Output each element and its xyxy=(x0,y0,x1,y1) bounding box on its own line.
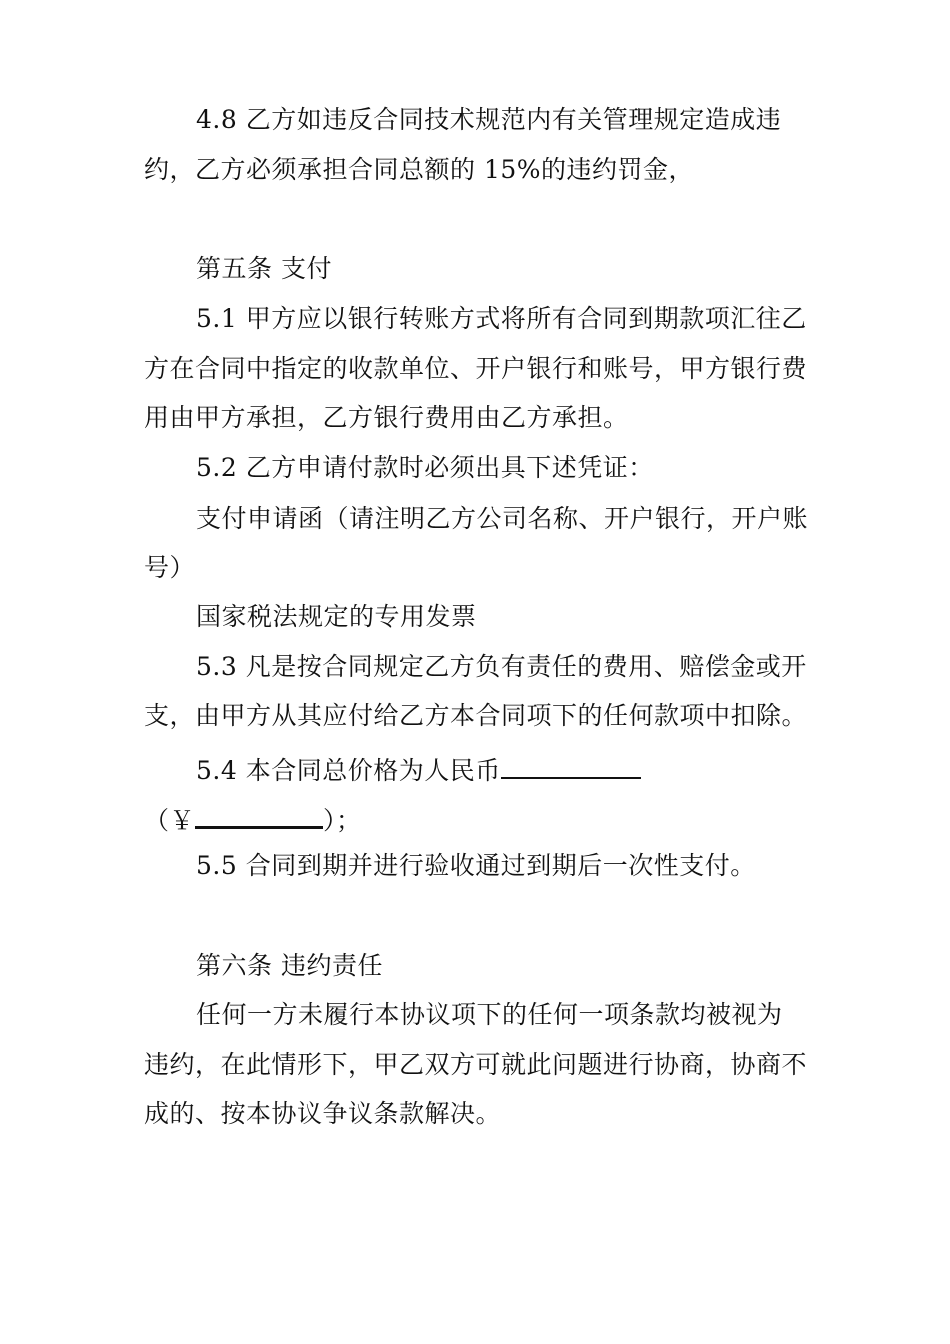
clause-5-1-line-1: 5.1 甲方应以银行转账方式将所有合同到期款项汇往乙 xyxy=(196,304,807,333)
clause-5-2: 5.2 乙方申请付款时必须出具下述凭证： xyxy=(196,453,654,482)
clause-4-8-line-2: 约，乙方必须承担合同总额的 15%的违约罚金， xyxy=(144,155,695,184)
clause-5-5: 5.5 合同到期并进行验收通过到期后一次性支付。 xyxy=(196,851,756,880)
clause-5-4-text: 5.4 本合同总价格为人民币 xyxy=(196,756,501,785)
article-6-line-1: 任何一方未履行本协议项下的任何一项条款均被视为 xyxy=(196,1000,783,1029)
article-6-heading: 第六条 违约责任 xyxy=(196,951,383,980)
clause-5-3-line-1: 5.3 凡是按合同规定乙方负有责任的费用、赔偿金或开 xyxy=(196,652,807,681)
clause-5-4-line-2 xyxy=(144,800,362,837)
clause-4-8-line-1: 4.8 乙方如违反合同技术规范内有关管理规定造成违 xyxy=(196,105,782,134)
article-6-line-3: 成的、按本协议争议条款解决。 xyxy=(144,1099,502,1128)
clause-5-2-item-1-line-2: 号） xyxy=(144,553,196,582)
yen-close-paren: ）； xyxy=(323,806,362,835)
yen-open-paren: （￥ xyxy=(144,806,196,835)
clause-5-2-item-1-line-1: 支付申请函（请注明乙方公司名称、开户银行，开户账 xyxy=(196,504,809,533)
price-yen-blank xyxy=(195,800,323,829)
clause-5-2-item-2: 国家税法规定的专用发票 xyxy=(196,602,477,631)
clause-5-3-line-2: 支，由甲方从其应付给乙方本合同项下的任何款项中扣除。 xyxy=(144,701,808,730)
clause-5-1-line-2: 方在合同中指定的收款单位、开户银行和账号，甲方银行费 xyxy=(144,354,808,383)
clause-5-4-line-1 xyxy=(196,751,641,787)
article-6-line-2: 违约，在此情形下，甲乙双方可就此问题进行协商，协商不 xyxy=(144,1050,808,1079)
article-5-heading: 第五条 支付 xyxy=(196,254,332,283)
price-rmb-blank xyxy=(501,751,641,779)
clause-5-1-line-3: 用由甲方承担，乙方银行费用由乙方承担。 xyxy=(144,403,629,432)
